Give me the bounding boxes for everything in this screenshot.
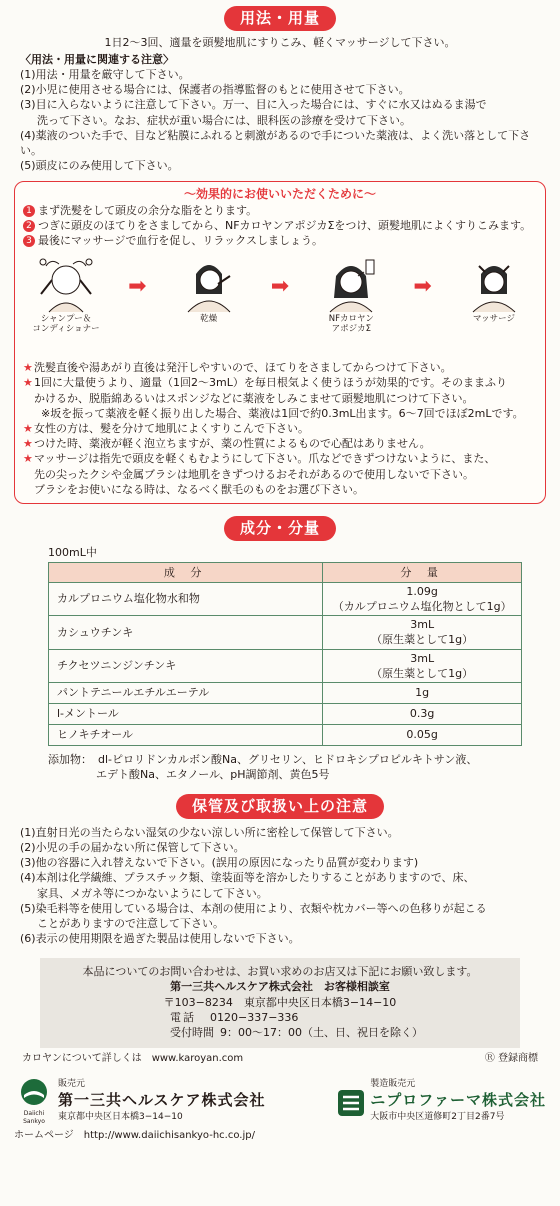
ingredient-name: カシュウチンキ (49, 616, 323, 649)
daiichi-sankyo-logo-icon (20, 1078, 48, 1106)
karoyan-info: カロヤンについて詳しくは www.karoyan.com (22, 1053, 244, 1065)
usage-lead: 1日2〜3回、適量を頭髪地肌にすりこみ、軽くマッサージして下さい。 (104, 35, 456, 49)
additives-line-1: dl-ピロリドンカルボン酸Na、グリセリン、ヒドロキシプロピルキトサン液、 (98, 752, 478, 766)
tip-line: 1回に大量使うより、適量（1回2〜3mL）を毎日根気よく使うほうが効果的です。そのままふり (34, 376, 507, 390)
star-icon: ★ (23, 361, 33, 375)
ingredient-name: ヒノキチオール (49, 724, 323, 745)
table-row (49, 616, 522, 649)
ingredient-amount (323, 649, 522, 682)
seller-block (14, 1078, 266, 1127)
storage-item (20, 870, 540, 900)
usage-section-title-wrap (0, 6, 560, 31)
tip-body (34, 421, 309, 436)
illustration-label: マッサージ (472, 314, 515, 325)
usage-notes-heading: 〈用法・用量に関連する注意〉 (20, 52, 174, 66)
ingredient-amount-value: 3mL (410, 651, 435, 665)
ingredient-amount-value: 1g (415, 686, 430, 700)
ingredient-name: チクセツニンジンチンキ (49, 649, 323, 682)
usage-note-text: (5)頭皮にのみ使用して下さい。 (20, 159, 179, 173)
usage-notes-list (20, 67, 540, 173)
usage-note-text: (2)小児に使用させる場合には、保護者の指導監督のもとに使用させて下さい。 (20, 83, 410, 97)
storage-item-continuation: ことがありますので注意して下さい。 (37, 916, 224, 930)
storage-title-wrap (0, 794, 560, 819)
arrow-right-icon: ➡ (128, 274, 147, 300)
storage-item (20, 901, 540, 931)
seller-role: 販売元 (58, 1078, 86, 1089)
tip-line: ブラシをお使いになる時は、なるべく獣毛のものをお選び下さい。 (34, 482, 364, 496)
step-number-badge: 3 (23, 235, 35, 247)
tip-body (34, 436, 431, 451)
effective-use-title: 〜効果的にお使いいただくために〜 (183, 187, 376, 202)
storage-item (20, 855, 540, 870)
star-icon: ★ (23, 376, 33, 390)
ingredient-amount-value: 3mL (410, 618, 435, 632)
storage-section-title: 保管及び取扱い上の注意 (176, 794, 384, 819)
tip-item (23, 375, 537, 405)
illustration-row (25, 254, 535, 354)
person-illustration-icon (310, 254, 392, 314)
storage-item-text: (5)染毛料等を使用している場合は、本剤の使用により、衣類や枕カバー等への色移りが起こる (20, 901, 487, 915)
step-number-badge: 2 (23, 220, 35, 232)
star-icon: ★ (23, 421, 33, 435)
ingredient-name: l-メントール (49, 703, 323, 724)
tip-line: マッサージは指先で頭皮を軽くもむようにして下さい。爪などできずつけないように、また、 (34, 452, 496, 466)
step-number-badge: 1 (23, 205, 35, 217)
contact-hours: 9：00〜17：00（土、日、祝日を除く） (220, 1026, 423, 1039)
ingredients-table (48, 562, 522, 746)
tip-body (34, 375, 507, 405)
ingredient-amount (323, 616, 522, 649)
ingredient-amount (323, 724, 522, 745)
ingredient-amount (323, 703, 522, 724)
ingredients-header-amount: 分 量 (323, 562, 522, 582)
seller-name: 第一三共ヘルスケア株式会社 (58, 1091, 266, 1110)
seller-logo-text: Daiichi Sankyo (23, 1110, 45, 1126)
effective-steps (23, 203, 537, 249)
tip-note-line: ※坂を振って薬液を軽く振り出した場合、薬液は1回で約0.3mL出ます。6〜7回でほぼ2mLです。 (41, 406, 524, 420)
tip-line: 女性の方は、髪を分けて地肌によくすりこんで下さい。 (34, 421, 309, 435)
effective-step (23, 203, 537, 218)
usage-notes (0, 52, 560, 173)
usage-note-text: (1)用法・用量を厳守して下さい。 (20, 68, 190, 82)
arrow-right-icon: ➡ (270, 274, 290, 300)
contact-intro: 本品についてのお問い合わせは、お買い求めのお店又は下記にお願い致します。 (82, 965, 478, 979)
table-row (49, 682, 522, 703)
ingredients-header-name: 成 分 (49, 562, 323, 582)
tip-line: つけた時、薬液が軽く泡立ちますが、薬の性質によるもので心配はありません。 (34, 437, 431, 451)
usage-note-item (20, 158, 540, 173)
storage-item (20, 931, 540, 946)
usage-note-continuation: 洗って下さい。なお、症状が重い場合には、眼科医の診療を受けて下さい。 (37, 113, 411, 127)
tip-note (23, 406, 537, 421)
star-icon: ★ (23, 452, 33, 466)
usage-note-item (20, 128, 540, 158)
maker-address: 大阪市中央区道修町2丁目2番7号 (370, 1112, 505, 1123)
illustration-label: NFカロヤン アポジカΣ (328, 314, 374, 335)
ingredients-section-title: 成分・分量 (224, 516, 336, 541)
storage-item-text: (1)直射日光の当たらない湿気の少ない涼しい所に密栓して保管して下さい。 (20, 825, 399, 839)
illustration-label: シャンプー＆ コンディショナー (32, 314, 100, 335)
maker-block (338, 1078, 546, 1127)
tip-line: 洗髪直後や湯あがり直後は発汗しやすいので、ほてりをさましてからつけて下さい。 (34, 361, 452, 375)
usage-note-item (20, 67, 540, 82)
table-row (49, 649, 522, 682)
storage-list (0, 825, 560, 946)
illustration-figure (453, 254, 535, 324)
usage-note-text: (4)薬液のついた手で、目など粘膜にふれると刺激があるので手についた薬液は、よく洗い落として下さい。 (20, 128, 531, 157)
storage-item (20, 825, 540, 840)
illustration-figure (25, 254, 107, 334)
usage-note-item (20, 82, 540, 97)
table-row (49, 724, 522, 745)
tip-item (23, 451, 537, 497)
contact-company: 第一三共ヘルスケア株式会社 お客様相談室 (170, 980, 390, 994)
ingredients-table-body (49, 582, 522, 745)
step-text: まず洗髪をして頭皮の余分な脂をとります。 (38, 203, 258, 217)
additives-label: 添加物： (48, 752, 92, 766)
contact-hours-label: 受付時間 (170, 1026, 214, 1039)
maker-name: ニプロファーマ株式会社 (370, 1091, 546, 1110)
illustration-figure (168, 254, 250, 324)
step-text: つぎに頭皮のほてりをさましてから、NFカロヤンアポジカΣをつけ、頭髪地肌によくすりこみます。 (38, 218, 532, 232)
contact-address: 〒103−8234 東京都中央区日本橋3−14−10 (163, 995, 397, 1009)
ingredient-amount-note: （原生薬として1g） (371, 633, 474, 647)
contact-phone-row (170, 1010, 510, 1025)
additives-line-2: エデト酸Na、エタノール、pH調節剤、黄色5号 (96, 768, 330, 782)
person-illustration-icon (453, 254, 535, 314)
table-row (49, 703, 522, 724)
arrow-right-icon: ➡ (413, 274, 432, 300)
contact-phone-label: 電話 (170, 1010, 196, 1024)
tip-body (34, 451, 495, 497)
usage-note-item (20, 97, 540, 127)
effective-step (23, 233, 537, 248)
tip-line: 先の尖ったクシや金属ブラシは地肌をきずつけるおそれがあるので使用しないで下さい。 (34, 467, 474, 481)
illustration-label: 乾燥 (200, 314, 218, 325)
ingredient-amount-value: 1.09g (406, 584, 438, 598)
person-illustration-icon (168, 254, 250, 314)
footer-info-row (0, 1048, 560, 1066)
tip-item (23, 360, 537, 375)
usage-note-text: (3)目に入らないように注意して下さい。万一、目に入った場合には、すぐに水又はぬるま湯で (20, 98, 487, 112)
storage-item-text: (2)小児の手の届かない所に保管して下さい。 (20, 841, 245, 855)
ingredient-amount-value: 0.05g (406, 728, 438, 742)
step-text: 最後にマッサージで血行を促し、リラックスしましょう。 (38, 234, 324, 248)
ingredient-name: カルプロニウム塩化物水和物 (49, 582, 323, 615)
tip-item (23, 436, 537, 451)
contact-hours-row (170, 1025, 510, 1040)
seller-logo (14, 1078, 54, 1127)
storage-item-text: (4)本剤は化学繊維、プラスチック類、塗装面等を溶かしたりすることがありますので、床、 (20, 871, 475, 885)
ingredients-title-wrap (0, 516, 560, 541)
tip-body (34, 360, 452, 375)
ingredient-name: パントテニールエチルエーテル (49, 682, 323, 703)
ingredient-amount (323, 582, 522, 615)
storage-item-continuation: 家具、メガネ等につかないようにして下さい。 (37, 886, 268, 900)
seller-address: 東京都中央区日本橋3−14−10 (58, 1112, 183, 1123)
storage-item-text: (6)表示の使用期限を過ぎた製品は使用しないで下さい。 (20, 932, 300, 946)
ingredient-amount-value: 0.3g (409, 707, 435, 721)
effective-tips (23, 360, 537, 497)
tip-item (23, 421, 537, 436)
person-illustration-icon (25, 254, 107, 314)
ingredients-per: 100mL中 (48, 545, 97, 559)
ingredient-amount-note: （原生薬として1g） (371, 666, 474, 680)
illustration-figure (310, 254, 392, 334)
tip-line: かけるか、脱脂綿あるいはスポンジなどに薬液をしみこませて頭髪地肌につけて下さい。 (34, 391, 474, 405)
usage-section-title: 用法・用量 (224, 6, 336, 31)
contact-phone: 0120−337−336 (210, 1010, 299, 1024)
star-icon: ★ (23, 437, 33, 451)
maker-role: 製造販売元 (370, 1078, 416, 1089)
additives (48, 752, 528, 782)
seller-homepage: ホームページ http://www.daiichisankyo-hc.co.jp/ (14, 1129, 255, 1141)
table-row (49, 582, 522, 615)
storage-item (20, 840, 540, 855)
nipro-logo-icon (338, 1090, 364, 1116)
contact-box (40, 958, 520, 1048)
brands-row (0, 1066, 560, 1127)
trademark-note: Ⓡ 登録商標 (484, 1053, 538, 1065)
effective-step (23, 218, 537, 233)
ingredient-amount-note: （カルプロニウム塩化物として1g） (332, 600, 512, 614)
ingredient-amount (323, 682, 522, 703)
effective-use-box (14, 181, 546, 504)
storage-item-text: (3)他の容器に入れ替えないで下さい。(誤用の原因になったり品質が変わります) (20, 856, 419, 870)
